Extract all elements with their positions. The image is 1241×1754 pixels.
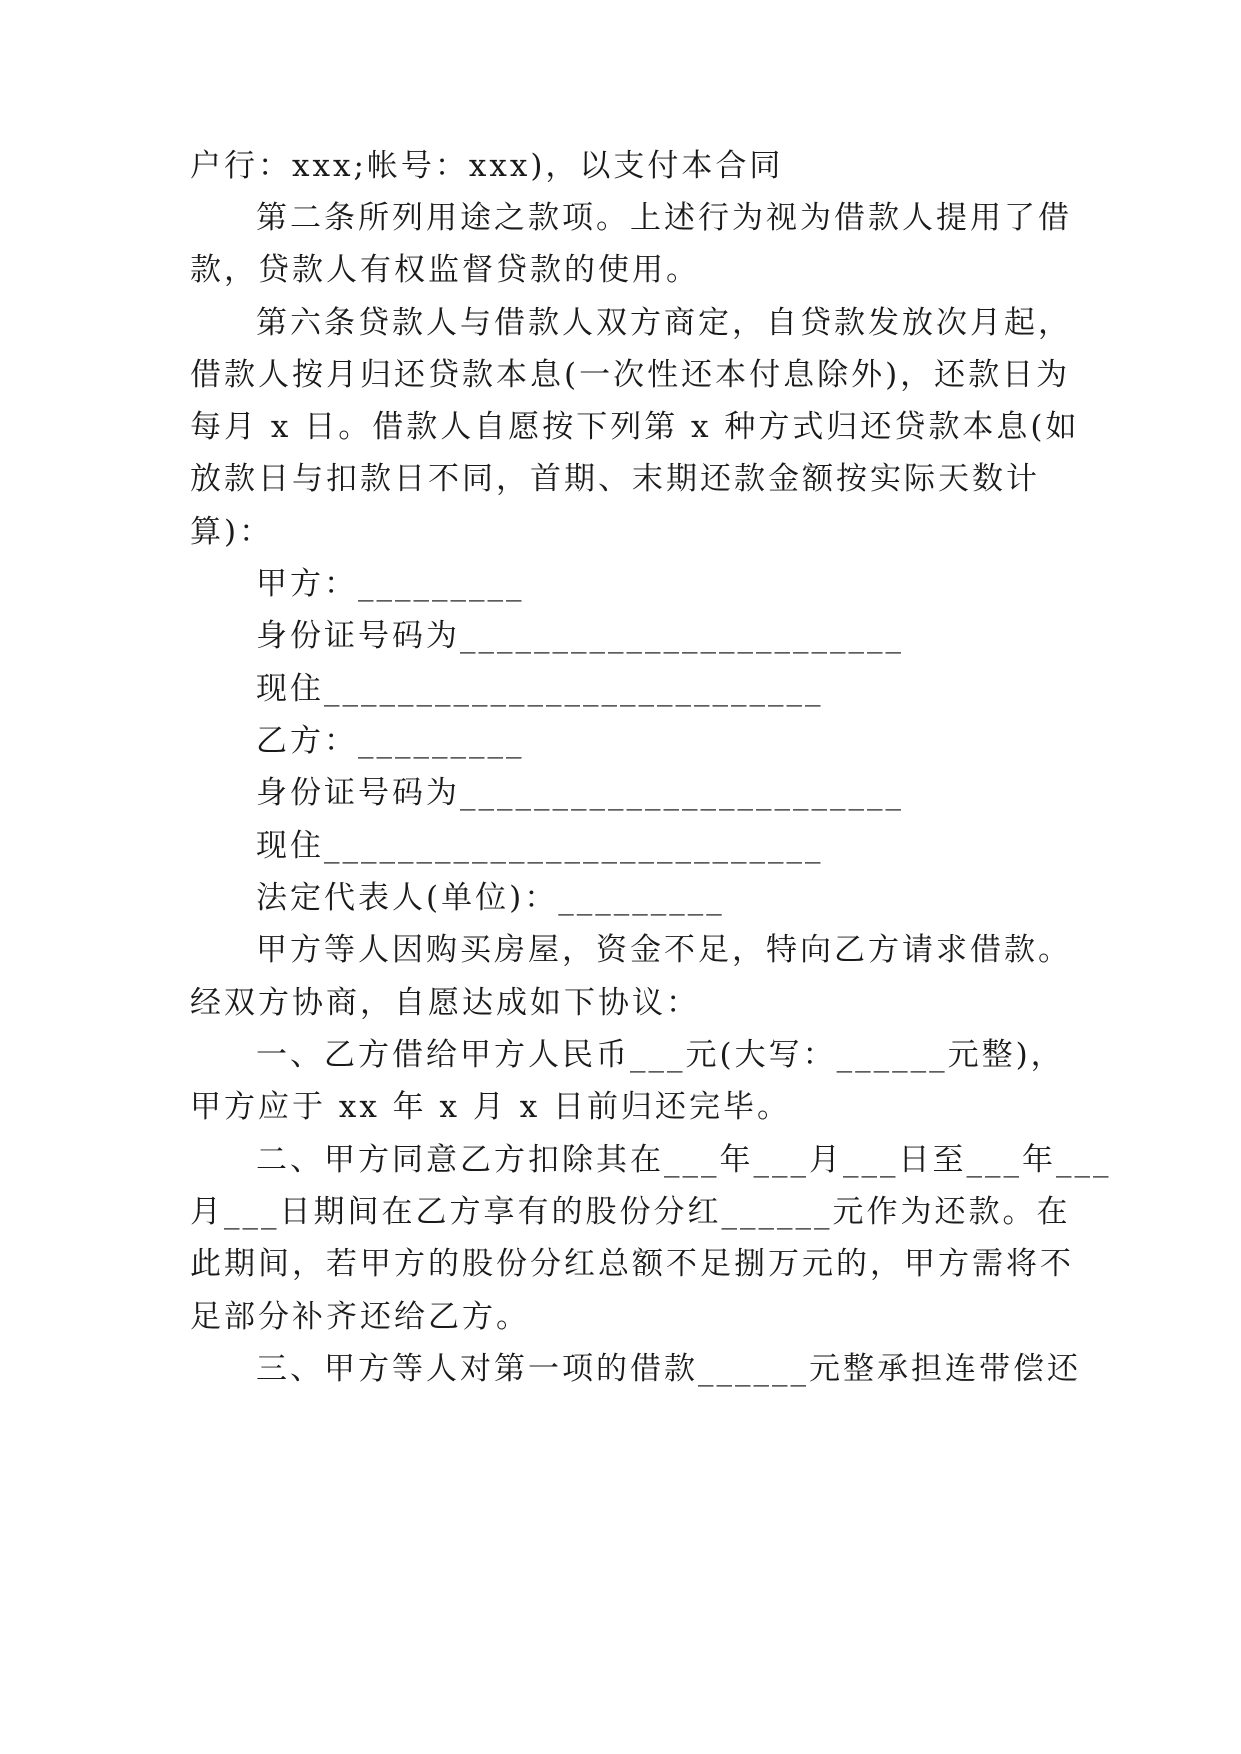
text-line: 借款人按月归还贷款本息(一次性还本付息除外)，还款日为	[190, 357, 1071, 393]
text-line: 每月 x 日。借款人自愿按下列第 x 种方式归还贷款本息(如	[190, 409, 1080, 445]
text-line: 第二条所列用途之款项。上述行为视为借款人提用了借	[256, 200, 1072, 236]
party-b-id-field: 身份证号码为________________________	[256, 775, 904, 811]
party-b-address-field: 现住___________________________	[256, 828, 824, 864]
text-line: 款，贷款人有权监督贷款的使用。	[190, 252, 700, 288]
text-line: 甲方等人因购买房屋，资金不足，特向乙方请求借款。	[256, 932, 1072, 968]
text-line: 户行：xxx;帐号：xxx)，以支付本合同	[190, 148, 784, 184]
party-a-id-field: 身份证号码为________________________	[256, 618, 904, 654]
text-line: 第六条贷款人与借款人双方商定，自贷款发放次月起，	[256, 305, 1072, 341]
party-a-address-field: 现住___________________________	[256, 671, 824, 707]
text-line: 此期间，若甲方的股份分红总额不足捌万元的，甲方需将不	[190, 1246, 1074, 1282]
legal-representative-field: 法定代表人(单位)：_________	[256, 880, 725, 916]
clause-2: 二、甲方同意乙方扣除其在___年___月___日至___年___	[256, 1142, 1112, 1178]
text-line: 经双方协商，自愿达成如下协议：	[190, 985, 700, 1021]
text-line: 月___日期间在乙方享有的股份分红______元作为还款。在	[190, 1194, 1071, 1230]
clause-1: 一、乙方借给甲方人民币___元(大写：______元整)，	[256, 1037, 1065, 1073]
text-line: 甲方应于 xx 年 x 月 x 日前归还完毕。	[190, 1089, 792, 1125]
text-line: 足部分补齐还给乙方。	[190, 1299, 530, 1335]
party-a-label: 甲方：_________	[256, 566, 525, 602]
text-line: 放款日与扣款日不同，首期、末期还款金额按实际天数计	[190, 461, 1040, 497]
clause-3: 三、甲方等人对第一项的借款______元整承担连带偿还	[256, 1351, 1081, 1387]
text-line: 算)：	[190, 514, 274, 550]
party-b-label: 乙方：_________	[256, 723, 525, 759]
